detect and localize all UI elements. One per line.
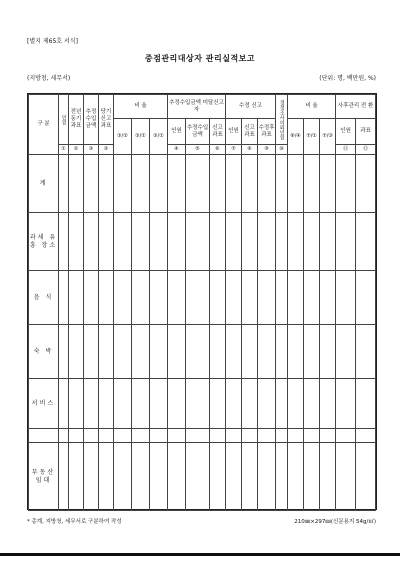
header-sujeong-gwapyo: 수정후과표 xyxy=(258,119,276,145)
circle-c11: ⑪ xyxy=(336,145,356,155)
circle-r73: ⑦/③ xyxy=(320,119,336,155)
header-chujeong-suip: 추정수입금액 xyxy=(84,95,99,145)
header-biyul: 비 율 xyxy=(114,95,168,119)
circle-r31: ③/① xyxy=(132,119,150,155)
header-inwon2: 인원 xyxy=(168,119,186,145)
circle-c12: ⑫ xyxy=(356,145,376,155)
circle-r84: ⑧/④ xyxy=(288,119,304,155)
header-chujeong-mimal: 추정수입금액 미달신고자 xyxy=(168,95,226,119)
header-inwon3: 인원 xyxy=(226,119,242,145)
table-row xyxy=(29,213,376,271)
circle-c5: ⑤ xyxy=(186,145,210,155)
table-row xyxy=(29,325,376,379)
document-title: 중점관리대상자 관리실적보고 xyxy=(144,54,256,63)
row-label: 음 식 xyxy=(29,271,59,325)
header-gubun: 구 분 xyxy=(29,95,59,155)
circle-c3: ③ xyxy=(84,145,99,155)
circle-c3b: ③ xyxy=(99,145,114,155)
table-row xyxy=(29,271,376,325)
header-gyeongjeong: 경정조사의뢰인원 xyxy=(276,95,288,145)
header-inwon: 인원 xyxy=(59,95,69,145)
header-chujeong-su: 추정수입금액 xyxy=(186,119,210,145)
org-label: (지방청, 세무서) xyxy=(27,75,71,82)
row-label: 계 xyxy=(29,155,59,213)
header-jeonnyeon: 전년동기과표 xyxy=(69,95,84,145)
circle-c9: ⑨ xyxy=(258,145,276,155)
row-label xyxy=(29,429,59,443)
footnote: * 총계, 지방청, 세무서로 구분하여 작성 xyxy=(27,519,122,525)
header-singo-gwapyo2: 신고과표 xyxy=(242,119,258,145)
row-label: 부동산 임대 xyxy=(29,443,59,511)
bottom-rule xyxy=(0,553,400,556)
circle-c10: ⑩ xyxy=(276,145,288,155)
row-label: 과세 유흥 장소 xyxy=(29,213,59,271)
circle-c2: ② xyxy=(69,145,84,155)
report-table-frame xyxy=(27,93,377,510)
header-sahu-gwanri: 사후관리 전 환 xyxy=(336,95,376,119)
row-label: 서비스 xyxy=(29,379,59,429)
paper-size: 210㎜×297㎜(신문용지 54g/㎡) xyxy=(294,519,376,525)
table-row xyxy=(29,429,376,443)
circle-c1: ① xyxy=(59,145,69,155)
circle-c4: ④ xyxy=(168,145,186,155)
table-row xyxy=(29,443,376,511)
header-biyul2: 비 율 xyxy=(288,95,336,119)
unit-label: (단위: 명, 백만원, %) xyxy=(319,75,376,82)
circle-r31b: ③/① xyxy=(150,119,168,155)
table-row xyxy=(29,379,376,429)
form-number: [별지 제65호 서식] xyxy=(27,38,78,45)
circle-c6: ⑥ xyxy=(210,145,226,155)
report-table xyxy=(28,94,376,511)
table-row xyxy=(29,155,376,213)
circle-c8: ⑧ xyxy=(242,145,258,155)
circle-c7: ⑦ xyxy=(226,145,242,155)
header-row-1 xyxy=(29,95,376,119)
header-sujeong-singo: 수정 신고 xyxy=(226,95,276,119)
header-gwapyo: 과표 xyxy=(356,119,376,145)
circle-r71: ⑦/① xyxy=(304,119,320,155)
circle-r32: ③/② xyxy=(114,119,132,155)
header-singo-gwapyo: 신고과표 xyxy=(210,119,226,145)
header-inwon4: 인원 xyxy=(336,119,356,145)
header-danggi-singo: 당기신고과표 xyxy=(99,95,114,145)
row-label: 숙 박 xyxy=(29,325,59,379)
